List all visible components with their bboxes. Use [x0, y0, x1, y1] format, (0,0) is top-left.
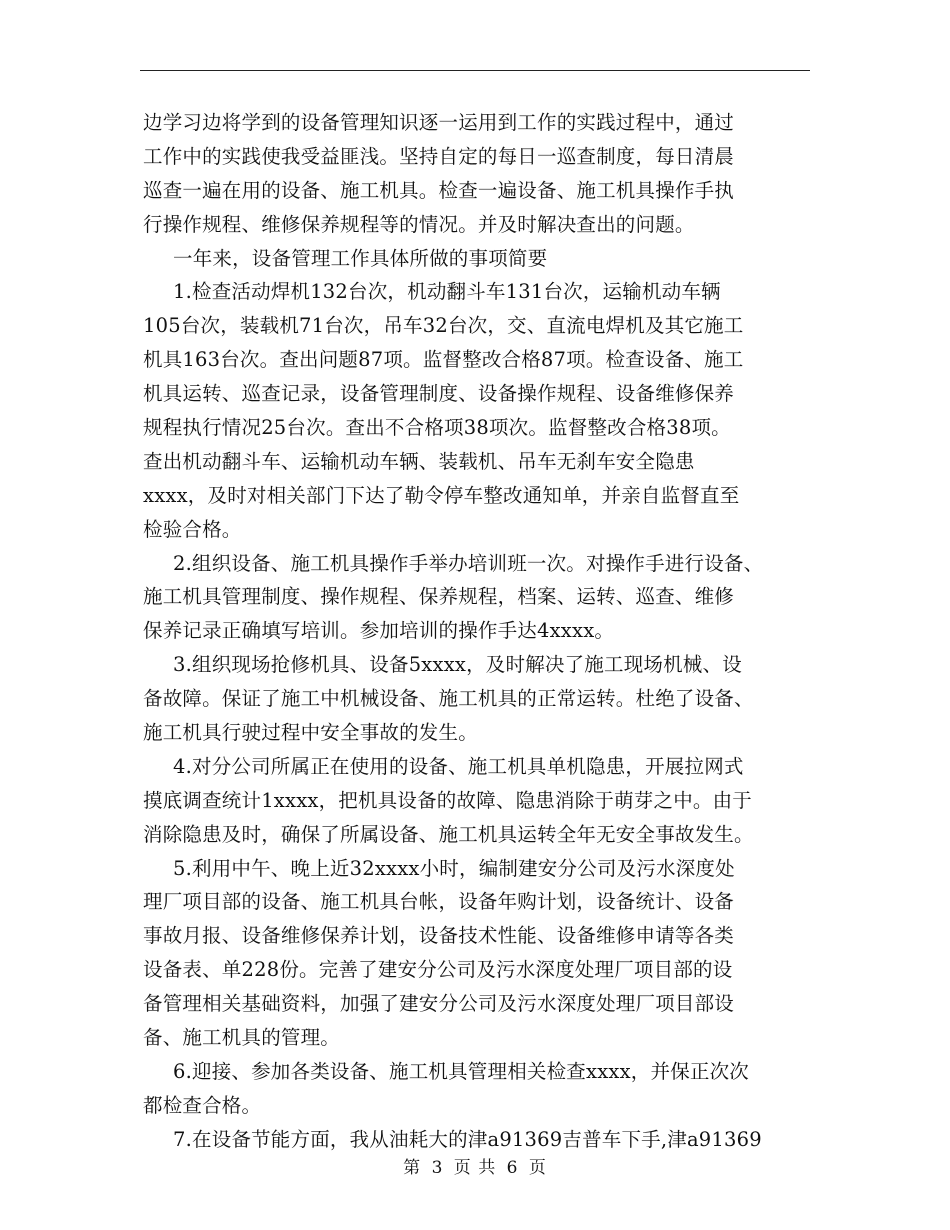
text-line: 边学习边将学到的设备管理知识逐一运用到工作的实践过程中，通过 [143, 111, 735, 134]
text-line: 3.组织现场抢修机具、设备5xxxx，及时解决了施工现场机械、设 [173, 653, 742, 677]
footer-prefix: 第 [403, 1158, 422, 1178]
text-line: 施工机具行驶过程中安全事故的发生。 [143, 721, 478, 745]
text-line: 保养记录正确填写培训。参加培训的操作手达4xxxx。 [143, 619, 615, 643]
text-line: 摸底调查统计1xxxx，把机具设备的故障、隐患消除于萌芽之中。由于 [143, 788, 752, 812]
footer-total-pages: 6 [506, 1158, 519, 1178]
text-line: 行操作规程、维修保养规程等的情况。并及时解决查出的问题。 [143, 212, 695, 236]
text-line: 事故月报、设备维修保养计划，设备技术性能、设备维修申请等各类 [143, 924, 735, 948]
text-line: 都检查合格。 [143, 1093, 262, 1117]
footer-middle: 页 共 [453, 1158, 497, 1178]
text-line: 施工机具管理制度、操作规程、保养规程，档案、运转、巡查、维修 [143, 585, 735, 609]
text-line: 设备表、单228份。完善了建安分公司及污水深度处理厂项目部的设 [143, 958, 733, 982]
footer-suffix: 页 [528, 1158, 547, 1178]
page-footer [0, 1153, 950, 1178]
text-line: 机具163台次。查出问题87项。监督整改合格87项。检查设备、施工 [143, 348, 744, 372]
text-line: 备管理相关基础资料，加强了建安分公司及污水深度处理厂项目部设 [143, 992, 735, 1016]
text-line: 6.迎接、参加各类设备、施工机具管理相关检查xxxx，并保正次次 [173, 1059, 749, 1083]
text-line: 检验合格。 [143, 517, 242, 541]
text-line: 消除隐患及时，确保了所属设备、施工机具运转全年无安全事故发生。 [143, 822, 754, 846]
body-text [143, 106, 823, 1157]
text-line: xxxx，及时对相关部门下达了勒令停车整改通知单，并亲自监督直至 [143, 483, 740, 507]
text-line: 工作中的实践使我受益匪浅。坚持自定的每日一巡查制度，每日清晨 [143, 144, 735, 168]
text-line: 查出机动翻斗车、运输机动车辆、装载机、吊车无刹车安全隐患 [143, 449, 695, 473]
text-line: 备、施工机具的管理。 [143, 1026, 341, 1050]
text-line: 巡查一遍在用的设备、施工机具。检查一遍设备、施工机具操作手执 [143, 178, 735, 202]
text-line: 7.在设备节能方面，我从油耗大的津a91369吉普车下手,津a91369 [173, 1127, 762, 1151]
text-line: 一年来，设备管理工作具体所做的事项简要 [173, 246, 548, 270]
text-line: 机具运转、巡查记录，设备管理制度、设备操作规程、设备维修保养 [143, 382, 735, 406]
text-line: 理厂项目部的设备、施工机具台帐，设备年购计划，设备统计、设备 [143, 890, 735, 914]
text-line: 5.利用中午、晚上近32xxxx小时，编制建安分公司及污水深度处 [173, 856, 735, 880]
text-line: 105台次，装载机71台次，吊车32台次，交、直流电焊机及其它施工 [143, 314, 744, 338]
text-line: 规程执行情况25台次。查出不合格项38项次。监督整改合格38项。 [143, 416, 731, 440]
text-line: 1.检查活动焊机132台次，机动翻斗车131台次，运输机动车辆 [173, 280, 721, 304]
footer-current-page: 3 [431, 1158, 444, 1178]
header-rule [140, 70, 810, 71]
text-line: 4.对分公司所属正在使用的设备、施工机具单机隐患，开展拉网式 [173, 754, 744, 778]
text-line: 2.组织设备、施工机具操作手举办培训班一次。对操作手进行设备、 [173, 551, 764, 575]
text-line: 备故障。保证了施工中机械设备、施工机具的正常运转。杜绝了设备、 [143, 687, 754, 711]
